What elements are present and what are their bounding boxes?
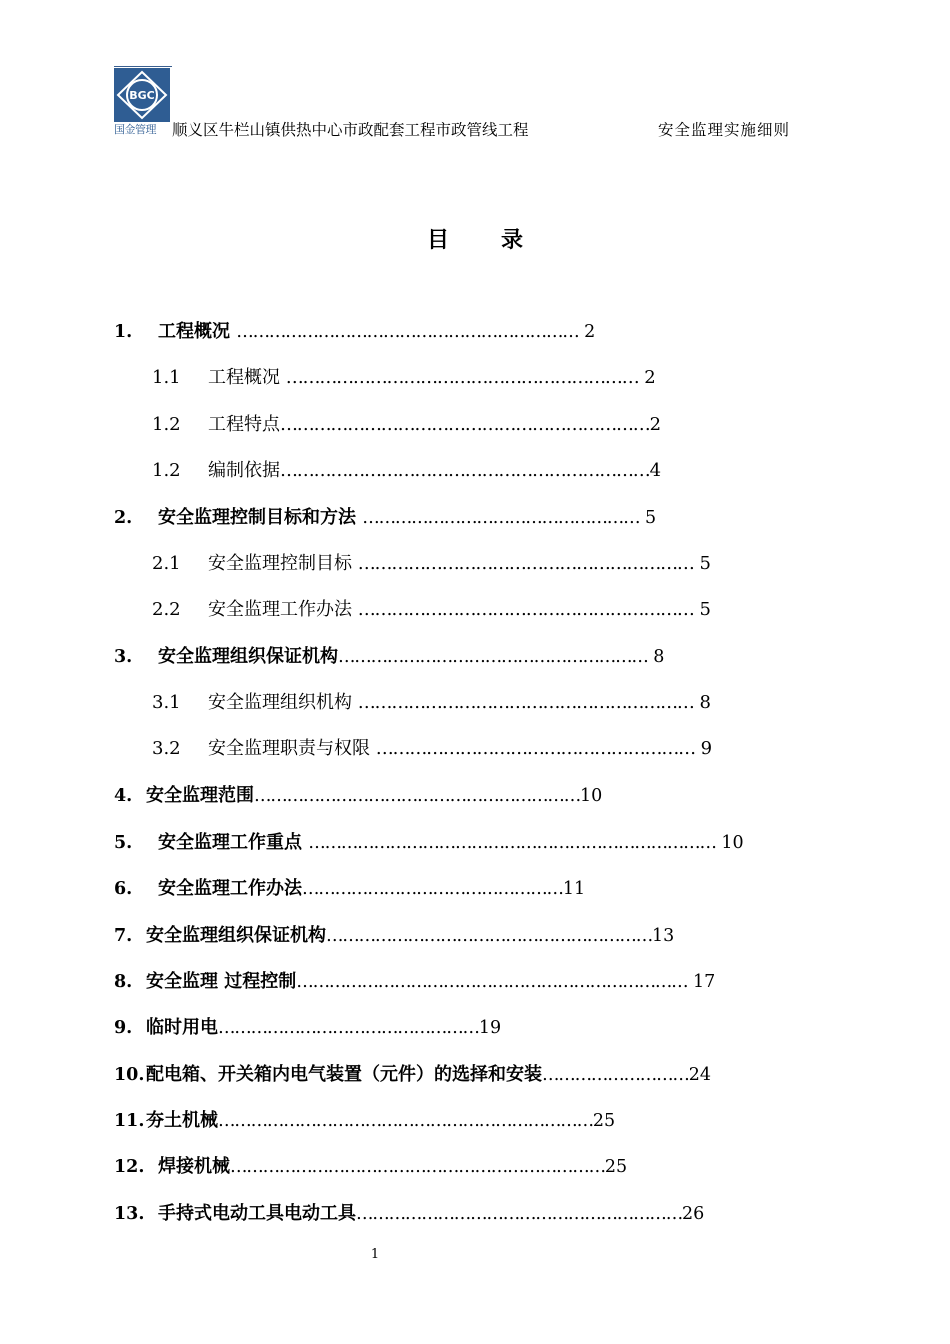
toc-entry-number: 9. — [114, 1018, 133, 1038]
toc-entry — [152, 735, 712, 763]
toc-entry-leader: …………………………………………………… — [357, 553, 694, 574]
toc-entry-number: 1.2 — [152, 460, 181, 481]
toc-entry-number: 1. — [114, 322, 133, 342]
toc-entry-label: 安全监理组织机构 — [208, 692, 358, 713]
toc-entry-leader: …………………………………………………… — [357, 692, 694, 713]
toc-entry-page: 2 — [578, 322, 596, 342]
toc-entry-number: 1.1 — [152, 367, 181, 388]
toc-entry-page: 25 — [592, 1111, 616, 1131]
toc-entry-number: 3.2 — [152, 738, 181, 759]
bgc-logo-icon — [114, 68, 170, 122]
toc-entry-leader: …………………………………………… — [362, 508, 640, 528]
toc-entry-leader: …………………………………………………… — [254, 786, 581, 806]
page-number: 1 — [370, 1247, 380, 1262]
toc-entry-leader: ………………………………………………………… — [280, 414, 650, 435]
toc-entry — [114, 1014, 501, 1042]
toc-entry-page: 13 — [652, 926, 675, 946]
toc-entry-leader: ………………………………………… — [218, 1018, 479, 1038]
toc-entry-leader: …………………………………………………… — [326, 926, 653, 946]
toc-entry-page: 8 — [693, 692, 711, 713]
toc-entry — [114, 922, 674, 950]
toc-entry-label: 工程概况 — [208, 367, 286, 388]
toc-entry-page: 10 — [580, 786, 603, 806]
toc-entry-number: 2. — [114, 508, 133, 528]
toc-entry-label: 安全监理工作办法 — [158, 878, 302, 899]
toc-entry — [152, 596, 711, 624]
toc-entry-number: 1.2 — [152, 414, 181, 435]
toc-entry-label: 临时用电 — [146, 1017, 218, 1038]
toc-entry-page: 19 — [478, 1018, 502, 1038]
toc-entry-page: 5 — [693, 553, 711, 574]
header-doc-title: 安全监理实施细则 — [658, 121, 791, 139]
toc-entry-page: 4 — [649, 460, 662, 481]
toc-entry-number: 7. — [114, 926, 133, 946]
toc-entry — [114, 318, 595, 346]
toc-entry-number: 2.1 — [152, 553, 181, 574]
toc-entry-number: 3. — [114, 647, 133, 667]
toc-entry-leader: ………………………………………………………………… — [308, 833, 716, 853]
toc-entry — [152, 457, 661, 485]
toc-entry-number: 10. — [114, 1065, 145, 1085]
toc-entry — [114, 1107, 615, 1135]
header-project-title: 顺义区牛栏山镇供热中心市政配套工程市政管线工程 — [172, 121, 529, 139]
toc-entry-page: 24 — [688, 1065, 711, 1085]
toc-entry-number: 3.1 — [152, 692, 181, 713]
toc-entry-leader: ……………………… — [542, 1065, 689, 1085]
toc-entry-label: 工程概况 — [158, 321, 237, 342]
toc-entry-label: 夯土机械 — [146, 1110, 218, 1131]
toc-entry-page: 5 — [639, 508, 657, 528]
toc-entry-page: 2 — [649, 414, 662, 435]
toc-entry — [152, 689, 711, 717]
toc-entry — [114, 1153, 627, 1181]
toc-entry-label: 配电箱、开关箱内电气装置（元件）的选择和安装 — [146, 1064, 542, 1085]
toc-entry-label: 安全监理工作办法 — [208, 599, 358, 620]
toc-entry-number: 13. — [114, 1204, 145, 1224]
toc-entry-number: 2.2 — [152, 599, 181, 620]
toc-entry-label: 安全监理组织保证机构 — [158, 646, 338, 667]
toc-entry — [114, 829, 744, 857]
toc-entry-leader: ………………………………………………………… — [280, 460, 650, 481]
toc-entry — [114, 782, 602, 810]
toc-entry-label: 工程特点 — [208, 414, 280, 435]
toc-entry-leader: ……………………………………………………… — [236, 322, 579, 342]
toc-entry-label: 编制依据 — [208, 460, 280, 481]
toc-entry — [114, 875, 585, 903]
toc-entry-page: 9 — [694, 738, 713, 759]
toc-entry-label: 安全监理组织保证机构 — [146, 925, 326, 946]
toc-title-char-1: 目 — [426, 228, 449, 253]
toc-entry-leader: ………………………………………………… — [375, 738, 695, 759]
toc-entry-leader: …………………………………………………………… — [218, 1111, 593, 1131]
toc-entry-leader: ………………………………………………… — [338, 647, 648, 667]
toc-entry-leader: …………………………………………………… — [356, 1204, 683, 1224]
logo-caption: 国金管理 — [114, 123, 156, 136]
toc-entry-label: 安全监理控制目标和方法 — [158, 507, 363, 528]
toc-entry-page: 10 — [715, 833, 744, 853]
toc-entry — [114, 1200, 704, 1228]
toc-entry-number: 11. — [114, 1111, 145, 1131]
toc-entry-label: 焊接机械 — [158, 1156, 230, 1177]
toc-entry — [114, 504, 656, 532]
toc-entry — [152, 550, 711, 578]
toc-entry-page: 26 — [682, 1204, 705, 1224]
toc-entry-number: 12. — [114, 1157, 145, 1177]
toc-entry — [152, 411, 661, 439]
logo-text: BGC — [129, 89, 155, 102]
toc-title-char-2: 录 — [501, 228, 524, 253]
toc-entry-page: 2 — [638, 367, 656, 388]
toc-entry — [152, 364, 656, 392]
toc-entry-label: 手持式电动工具电动工具 — [158, 1203, 356, 1224]
toc-entry-number: 5. — [114, 833, 133, 853]
toc-entry — [114, 643, 664, 671]
toc-entry-label: 安全监理范围 — [146, 785, 254, 806]
toc-entry-number: 6. — [114, 879, 133, 899]
toc-entry — [114, 1061, 711, 1089]
toc-entry-number: 8. — [114, 972, 133, 992]
header-rule — [114, 66, 172, 67]
toc-entry — [114, 968, 715, 996]
toc-entry-label: 安全监理工作重点 — [158, 832, 309, 853]
toc-entry-leader: …………………………………………………… — [357, 599, 694, 620]
toc-entry-page: 5 — [693, 599, 711, 620]
toc-entry-leader: ………………………………………… — [302, 879, 563, 899]
toc-entry-leader: ……………………………………………………………… — [296, 972, 688, 992]
toc-entry-label: 安全监理控制目标 — [208, 553, 358, 574]
toc-entry-page: 8 — [647, 647, 665, 667]
toc-entry-leader: ……………………………………………………… — [285, 367, 639, 388]
toc-entry-page: 11 — [562, 879, 586, 899]
toc-entry-number: 4. — [114, 786, 133, 806]
toc-entry-label: 安全监理职责与权限 — [208, 738, 376, 759]
toc-entry-page: 17 — [687, 972, 716, 992]
toc-title — [0, 223, 950, 254]
toc-entry-page: 25 — [604, 1157, 628, 1177]
toc-entry-leader: …………………………………………………………… — [230, 1157, 605, 1177]
toc-entry-label: 安全监理 过程控制 — [146, 971, 297, 992]
